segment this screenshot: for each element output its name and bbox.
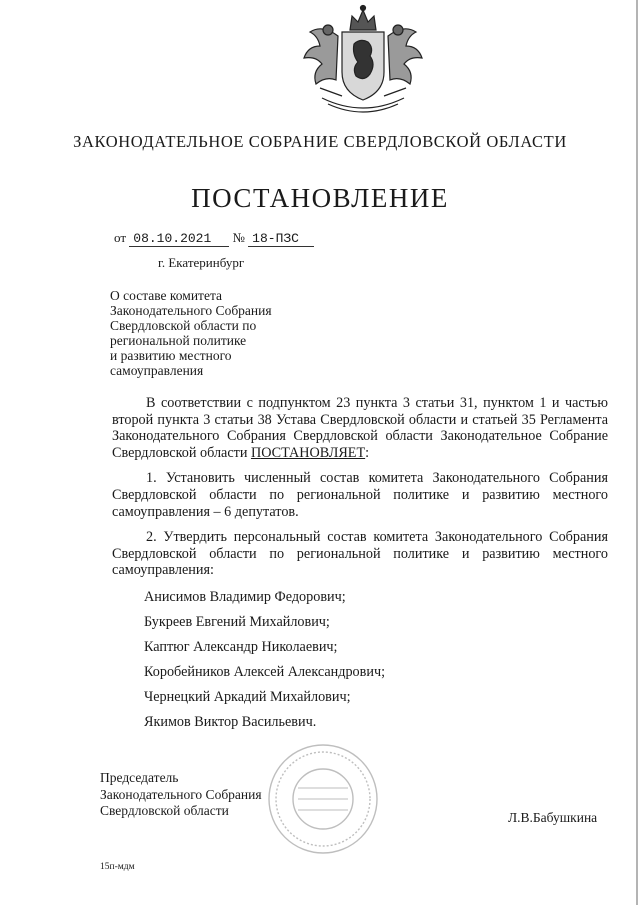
member-item: Анисимов Владимир Федорович;	[144, 588, 346, 605]
date-number-line	[114, 230, 314, 247]
date-prefix: от	[114, 230, 127, 245]
signatory-title-line: Председатель	[100, 770, 179, 785]
member-item: Букреев Евгений Михайлович;	[144, 613, 330, 630]
organization-title: ЗАКОНОДАТЕЛЬНОЕ СОБРАНИЕ СВЕРДЛОВСКОЙ ОБЛАСТИ	[73, 132, 567, 151]
document-body	[112, 395, 608, 735]
signatory-title	[100, 770, 262, 820]
preamble-colon: :	[365, 444, 370, 461]
document-date: 08.10.2021	[129, 231, 229, 247]
preamble	[112, 395, 608, 461]
member-item: Чернецкий Аркадий Михайлович;	[144, 688, 351, 705]
number-prefix: №	[232, 230, 245, 245]
document-subject: О составе комитета Законодательного Собрания Свердловской области по региональной политике и развитию местного самоуправления	[110, 288, 272, 378]
member-list	[112, 585, 608, 735]
official-stamp-icon	[266, 742, 380, 856]
clause-2: 2. Утвердить персональный состав комитета Законодательного Собрания Свердловской области по региональной политике и развитию местного самоуправления:	[112, 529, 608, 579]
signatory-title-line: Законодательного Собрания	[100, 786, 262, 802]
scan-edge-line	[636, 0, 638, 905]
member-item: Коробейников Алексей Александрович;	[144, 663, 386, 680]
preamble-text: В соответствии с подпунктом 23 пункта 3 статьи 31, пунктом 1 и частью второй пункта 3 статьи 38 Устава Свердловской области и статьей 35 Регламента Законодательного Собрания Свердловской области Законодательное Собрание Свердловской области	[112, 395, 608, 461]
city: г. Екатеринбург	[158, 255, 245, 270]
document-reference: 15п-мдм	[100, 862, 135, 872]
signatory-name: Л.В.Бабушкина	[508, 810, 598, 825]
member-item: Каптюг Александр Николаевич;	[144, 638, 338, 655]
decree-word: ПОСТАНОВЛЯЕТ	[250, 444, 366, 461]
document-number: 18-ПЗС	[248, 231, 314, 247]
clause-1: 1. Установить численный состав комитета Законодательного Собрания Свердловской области по региональной политике и развитию местного самоуправления – 6 депутатов.	[112, 470, 608, 520]
member-item: Якимов Виктор Васильевич.	[144, 713, 317, 730]
signatory-title-line: Свердловской области	[100, 803, 229, 818]
document-type-title: ПОСТАНОВЛЕНИЕ	[191, 183, 449, 213]
coat-of-arms-icon	[298, 2, 428, 120]
